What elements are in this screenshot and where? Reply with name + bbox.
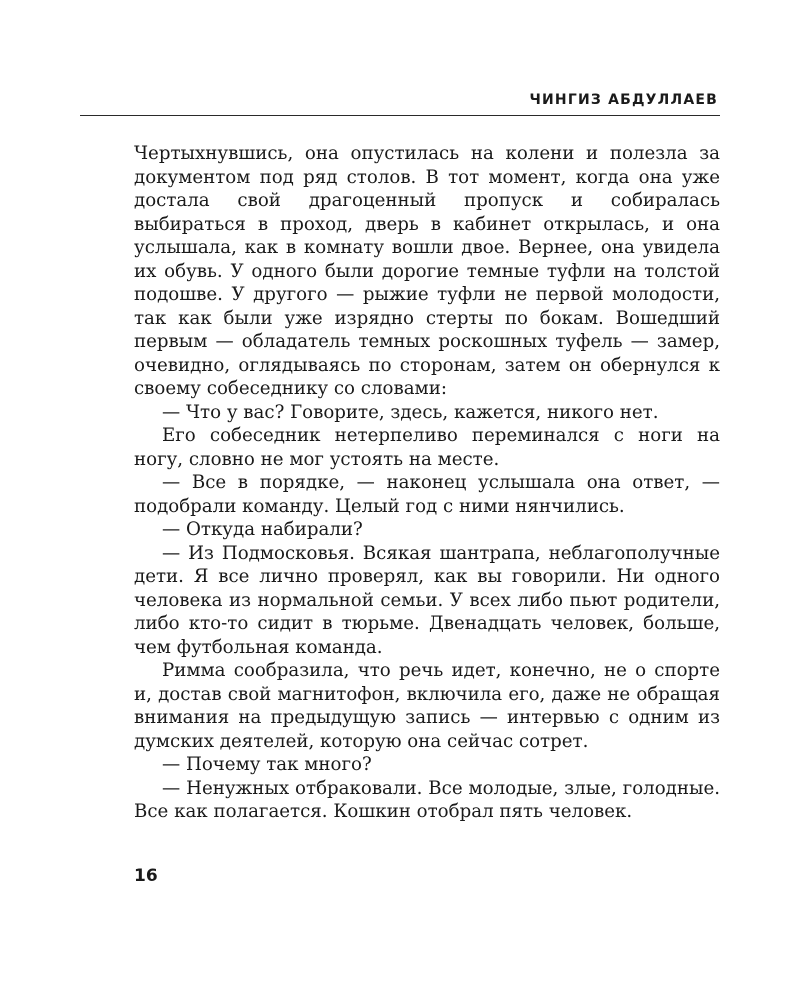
paragraph: Римма сообразила, что речь идет, конечно, не о спорте и, достав свой магнитофон, включила его, даже не обращая внимания на предыдущую запись — интервью с одним из думских деятелей, которую она сейчас сотрет. (134, 660, 720, 752)
dialogue-line: — Из Подмосковья. Всякая шантрапа, неблагополучные дети. Я все лично проверял, как вы говорили. Ни одного человека из нормальной семьи. У всех либо пьют родители, либо кто-то сидит в тюрьме. Двенадцать человек, больше, чем футбольная команда. (134, 542, 720, 658)
running-header-author: ЧИНГИЗ АБДУЛЛАЕВ (529, 92, 718, 108)
dialogue-line: — Откуда набирали? (162, 519, 363, 540)
dialogue-line: — Что у вас? Говорите, здесь, кажется, никого нет. (162, 401, 659, 423)
dialogue-line: — Все в порядке, — наконец услышала она ответ, — подобрали команду. Целый год с ними нянчились. (134, 472, 720, 517)
header-divider (80, 115, 720, 116)
dialogue-line: — Почему так много? (162, 754, 372, 775)
page-body-text (134, 142, 720, 824)
paragraph: Чертыхнувшись, она опустилась на колени и полезла за документом под ряд столов. В тот момент, когда она уже достала свой драгоценный пропуск и собиралась выбираться в проход, дверь в кабинет открылась, и она услышала, как в комнату вошли двое. Вернее, она увидела их обувь. У одного были дорогие темные туфли на толстой подошве. У другого — рыжие туфли не первой молодости, так как были уже изрядно стерты по бокам. Вошедший первым — обладатель темных роскошных туфель — замер, очевидно, оглядываясь по сторонам, затем он обернулся к своему собеседнику со словами: (134, 143, 720, 399)
page-number: 16 (134, 866, 158, 886)
dialogue-line: — Ненужных отбраковали. Все молодые, злые, голодные. Все как полагается. Кошкин отобрал пять человек. (134, 777, 720, 822)
paragraph: Его собеседник нетерпеливо переминался с ноги на ногу, словно не мог устоять на месте. (134, 425, 720, 470)
